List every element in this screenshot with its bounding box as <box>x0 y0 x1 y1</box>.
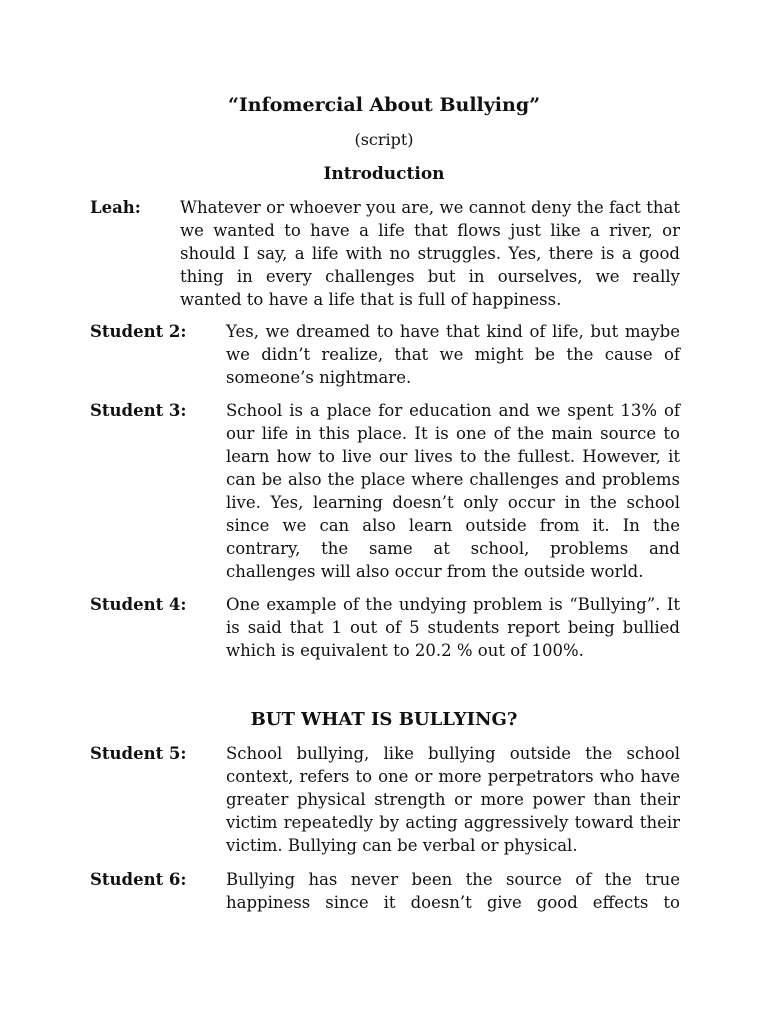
speech-text: Bullying has never been the source of the true happiness since it doesn’t give good effects to <box>226 870 680 912</box>
script-entry-student-2 <box>90 320 680 392</box>
speaker-label: Student 4: <box>90 595 187 614</box>
speech-text: Whatever or whoever you are, we cannot deny the fact that we wanted to have a life that flows just like a river, or should I say, a life with no struggles. Yes, there is a good thing in every challenges but in ourselves, we really wanted to have a life that is full of happiness. <box>180 198 680 309</box>
script-entry-student-4 <box>90 593 680 665</box>
bullying-heading: BUT WHAT IS BULLYING? <box>250 709 518 730</box>
document-title: “Infomercial About Bullying” <box>227 94 541 116</box>
speech-text: Yes, we dreamed to have that kind of life, but maybe we didn’t realize, that we might be the cause of someone’s nightmare. <box>226 322 680 387</box>
script-entry-leah <box>90 196 680 316</box>
speaker-label: Student 6: <box>90 870 187 889</box>
script-entry-student-6 <box>90 868 680 916</box>
speech-text: School bullying, like bullying outside the school context, refers to one or more perpetrators who have greater physical strength or more power than their victim repeatedly by acting aggressively toward their victim. Bullying can be verbal or physical. <box>226 744 680 855</box>
script-entry-student-3 <box>90 399 680 589</box>
speech-text: School is a place for education and we spent 13% of our life in this place. It is one of the main source to learn how to live our lives to the fullest. However, it can be also the place where challenges and problems live. Yes, learning doesn’t only occur in the school since we can also learn outside from it. In the contrary, the same at school, problems and challenges will also occur from the outside world. <box>226 401 680 581</box>
speech-text: One example of the undying problem is “Bullying”. It is said that 1 out of 5 students report being bullied which is equivalent to 20.2 % out of 100%. <box>226 595 680 660</box>
document-subtitle: (script) <box>354 130 414 149</box>
speaker-label: Student 5: <box>90 744 187 763</box>
introduction-heading: Introduction <box>323 164 445 184</box>
speaker-label: Student 3: <box>90 401 187 420</box>
script-entry-student-5 <box>90 742 680 862</box>
speaker-label: Leah: <box>90 198 141 217</box>
speaker-label: Student 2: <box>90 322 187 341</box>
